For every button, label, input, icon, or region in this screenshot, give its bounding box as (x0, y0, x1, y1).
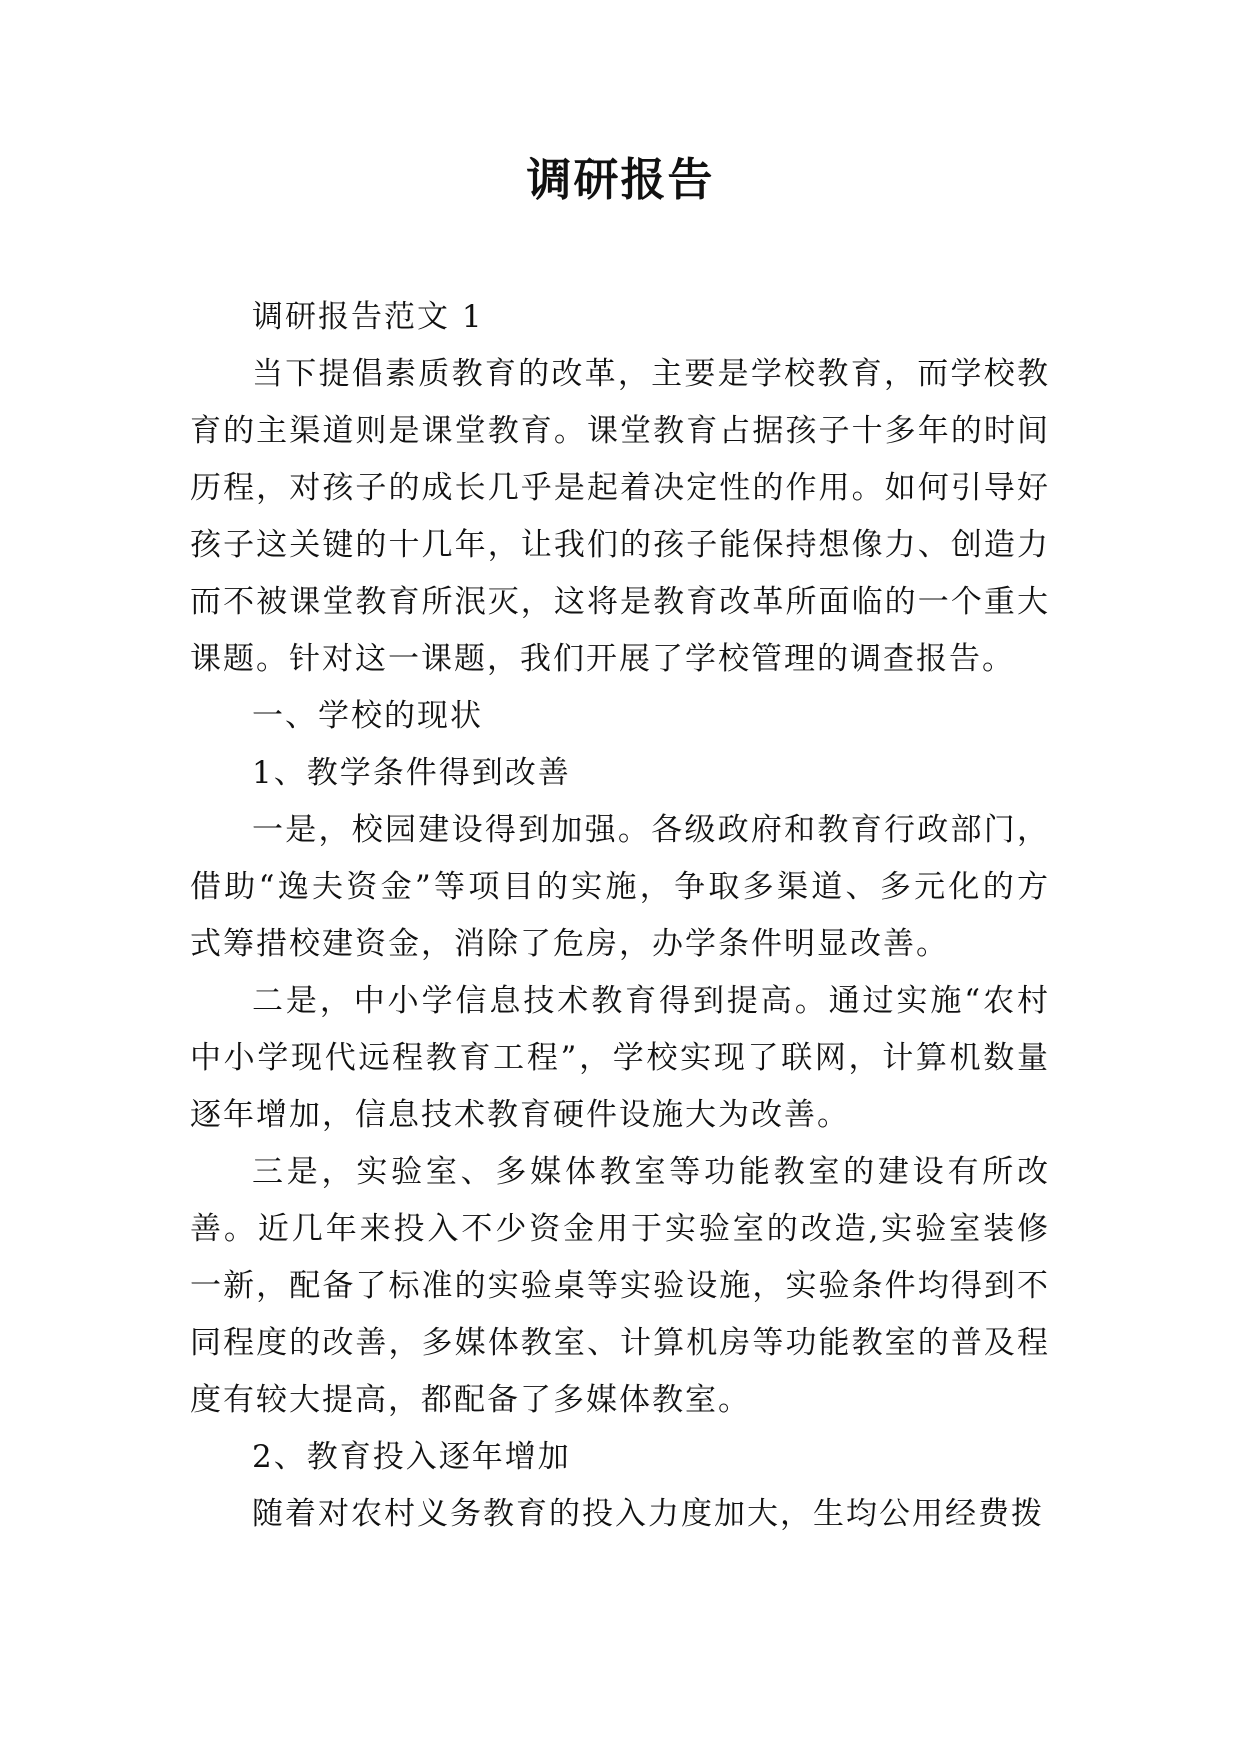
subsection-heading: 2、教育投入逐年增加 (252, 1439, 571, 1475)
document-title: 调研报告 (526, 153, 715, 206)
section-heading: 一、学校的现状 (252, 698, 483, 734)
paragraph: 三是，实验室、多媒体教室等功能教室的建设有所改善。近几年来投入不少资金用于实验室的改造,实验室装修一新，配备了标准的实验桌等实验设施，实验条件均得到不同程度的改善，多媒体教室、计算机房等功能教室的普及程度有较大提高，都配备了多媒体教室。 (190, 1154, 1050, 1418)
section-heading: 调研报告范文 1 (252, 299, 484, 335)
subsection-heading: 1、教学条件得到改善 (252, 755, 571, 791)
paragraph: 当下提倡素质教育的改革，主要是学校教育，而学校教育的主渠道则是课堂教育。课堂教育占据孩子十多年的时间历程，对孩子的成长几乎是起着决定性的作用。如何引导好孩子这关键的十几年，让我们的孩子能保持想像力、创造力而不被课堂教育所泯灭，这将是教育改革所面临的一个重大课题。针对这一课题，我们开展了学校管理的调查报告。 (190, 356, 1050, 677)
paragraph: 二是，中小学信息技术教育得到提高。通过实施“农村中小学现代远程教育工程”，学校实现了联网，计算机数量逐年增加，信息技术教育硬件设施大为改善。 (190, 983, 1050, 1133)
document-body (190, 289, 1050, 1543)
paragraph: 一是，校园建设得到加强。各级政府和教育行政部门，借助“逸夫资金”等项目的实施，争取多渠道、多元化的方式筹措校建资金，消除了危房，办学条件明显改善。 (190, 812, 1050, 962)
paragraph: 随着对农村义务教育的投入力度加大，生均公用经费拨 (252, 1496, 1044, 1532)
